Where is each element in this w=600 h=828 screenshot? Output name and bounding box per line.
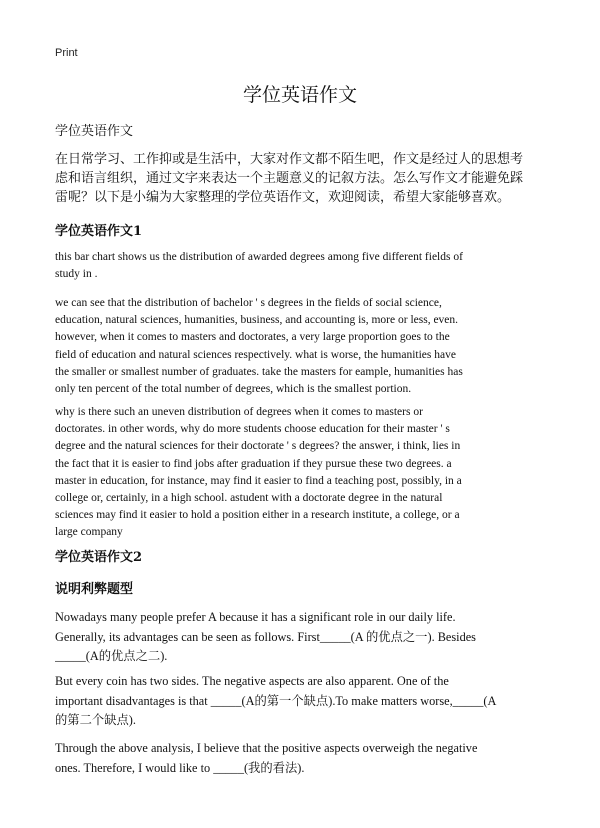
- text-line: study in .: [55, 268, 98, 281]
- text-line: master in education, for instance, may find it easier to find a teaching post, possibly, in a: [55, 474, 462, 487]
- page-title: 学位英语作文: [242, 84, 357, 106]
- text-line: large company: [55, 526, 123, 539]
- intro-paragraph: [55, 150, 550, 207]
- text-line: sciences may find it easier to hold a position either in a research institute, a college, or a: [55, 509, 460, 522]
- essay1-heading: 学位英语作文1: [55, 224, 143, 239]
- text-line: _____(A的优点之二).: [55, 649, 168, 663]
- text-line: Nowadays many people prefer A because it has a significant role in our daily life.: [55, 610, 456, 624]
- intro-line: 在日常学习、工作抑或是生活中，大家对作文都不陌生吧，作文是经过人的思想考: [55, 152, 524, 167]
- intro-line: 虑和语言组织，通过文字来表达一个主题意义的记叙方法。怎么写作文才能避免踩: [55, 171, 524, 186]
- text-line: ones. Therefore, I would like to _____(我的看法).: [55, 760, 305, 775]
- essay2-paragraph-1: [55, 608, 545, 667]
- text-line: Through the above analysis, I believe that the positive aspects overweigh the negative: [55, 741, 478, 755]
- text-line: why is there such an uneven distribution of degrees when it comes to masters or: [55, 406, 423, 418]
- text-line: the fact that it is easier to find jobs after graduation if they pursue these two degrees. a: [55, 457, 452, 470]
- essay2-subheading: 说明利弊题型: [55, 582, 134, 597]
- text-line: doctorates. in other words, why do more students choose education for their master ' s: [55, 423, 450, 436]
- essay2-paragraph-2: [55, 672, 545, 731]
- text-line: degree and the natural sciences for their doctorate ' s degrees? the answer, i think, lies in: [55, 440, 461, 453]
- text-line: however, when it comes to masters and doctorates, a very large proportion goes to the: [55, 331, 450, 344]
- essay1-paragraph-3: [55, 404, 540, 542]
- essay2-paragraph-3: [55, 739, 545, 778]
- text-line: education, natural sciences, humanities, business, and accounting is, more or less, even.: [55, 314, 459, 327]
- text-line: field of education and natural sciences respectively. what is worse, the humanities have: [55, 348, 456, 361]
- document-subtitle: 学位英语作文: [55, 124, 134, 139]
- text-line: 的第二个缺点).: [55, 713, 136, 727]
- print-label: Print: [55, 47, 78, 59]
- essay1-paragraph-2: [55, 295, 540, 398]
- text-line: the smaller or smallest number of graduates. take the masters for eample, humanities has: [55, 365, 463, 378]
- text-line: only ten percent of the total number of degrees, which is the smallest portion.: [55, 383, 412, 396]
- text-line: college or, certainly, in a high school. astudent with a doctorate degree in the natural: [55, 492, 443, 505]
- essay1-paragraph-1: [55, 249, 540, 283]
- text-line: this bar chart shows us the distribution of awarded degrees among five different fields of: [55, 251, 463, 263]
- intro-line: 雷呢？以下是小编为大家整理的学位英语作文，欢迎阅读，希望大家能够喜欢。: [55, 190, 511, 205]
- text-line: we can see that the distribution of bachelor ' s degrees in the fields of social science,: [55, 297, 442, 309]
- essay2-heading: 学位英语作文2: [55, 550, 143, 565]
- text-line: important disadvantages is that _____(A的第一个缺点).To make matters worse,_____(A: [55, 693, 497, 708]
- text-line: Generally, its advantages can be seen as follows. First_____(A 的优点之一). Besides: [55, 629, 476, 644]
- text-line: But every coin has two sides. The negative aspects are also apparent. One of the: [55, 674, 449, 688]
